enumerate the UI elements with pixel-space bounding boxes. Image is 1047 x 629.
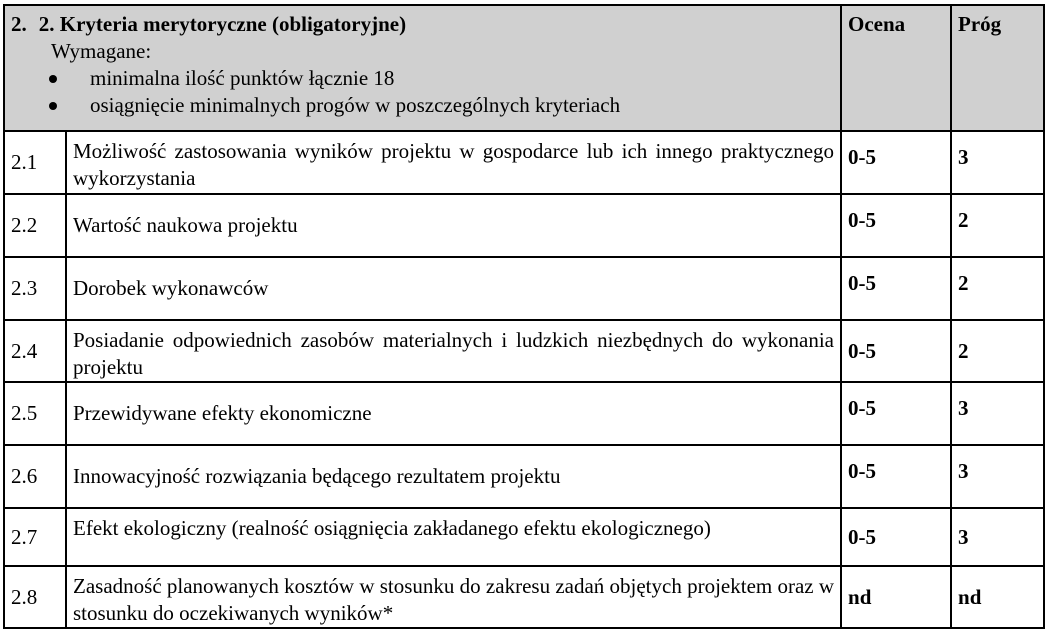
row-number: 2.4 [4, 320, 66, 382]
table-row [4, 320, 1044, 382]
row-score: 0-5 [841, 320, 951, 382]
row-description: Dorobek wykonawców [66, 257, 841, 320]
row-description: Zasadność planowanych kosztów w stosunku do zakresu zadań objętych projektem oraz w stosunku do oczekiwanych wyników* [66, 566, 841, 628]
section-title-text: 2. Kryteria merytoryczne (obligatoryjne) [38, 12, 407, 36]
row-threshold: 3 [951, 445, 1044, 508]
section-title [11, 11, 834, 38]
row-number: 2.8 [4, 566, 66, 628]
table-row [4, 131, 1044, 194]
row-score: 0-5 [841, 257, 951, 320]
row-threshold: 3 [951, 131, 1044, 194]
table-header-row [4, 5, 1044, 131]
row-score: 0-5 [841, 131, 951, 194]
requirement-text: osiągnięcie minimalnych progów w poszczególnych kryteriach [90, 93, 621, 117]
row-number: 2.5 [4, 382, 66, 445]
bullet-icon [49, 75, 57, 83]
row-description: Efekt ekologiczny (realność osiągnięcia zakładanego efektu ekologicznego) [66, 508, 841, 566]
row-score: 0-5 [841, 508, 951, 566]
row-description: Możliwość zastosowania wyników projektu w gospodarce lub ich innego praktycznego wykorzystania [66, 131, 841, 194]
table-row [4, 257, 1044, 320]
row-threshold: 3 [951, 382, 1044, 445]
row-threshold: 2 [951, 257, 1044, 320]
row-description: Innowacyjność rozwiązania będącego rezultatem projektu [66, 445, 841, 508]
row-number: 2.6 [4, 445, 66, 508]
score-column-label: Ocena [848, 12, 906, 36]
table-row [4, 566, 1044, 628]
section-number: 2. [11, 12, 27, 36]
table-row [4, 508, 1044, 566]
row-threshold: nd [951, 566, 1044, 628]
score-column-header [841, 5, 951, 131]
required-label: Wymagane: [51, 39, 152, 63]
requirement-item [11, 65, 834, 92]
bullet-icon [49, 102, 57, 110]
requirements-list [11, 65, 834, 119]
row-threshold: 2 [951, 320, 1044, 382]
row-description: Wartość naukowa projektu [66, 194, 841, 257]
row-score: 0-5 [841, 382, 951, 445]
row-score: 0-5 [841, 445, 951, 508]
row-description: Posiadanie odpowiednich zasobów materialnych i ludzkich niezbędnych do wykonania projektu [66, 320, 841, 382]
row-number: 2.1 [4, 131, 66, 194]
threshold-column-label: Próg [958, 12, 1002, 36]
row-number: 2.2 [4, 194, 66, 257]
threshold-column-header [951, 5, 1044, 131]
section-header-cell [4, 5, 841, 131]
table-row [4, 445, 1044, 508]
row-threshold: 2 [951, 194, 1044, 257]
row-description: Przewidywane efekty ekonomiczne [66, 382, 841, 445]
table-row [4, 194, 1044, 257]
row-number: 2.3 [4, 257, 66, 320]
criteria-table [3, 4, 1045, 629]
requirement-item [11, 92, 834, 119]
row-score: nd [841, 566, 951, 628]
row-threshold: 3 [951, 508, 1044, 566]
row-number: 2.7 [4, 508, 66, 566]
table-row [4, 382, 1044, 445]
row-score: 0-5 [841, 194, 951, 257]
requirement-text: minimalna ilość punktów łącznie 18 [90, 66, 395, 90]
